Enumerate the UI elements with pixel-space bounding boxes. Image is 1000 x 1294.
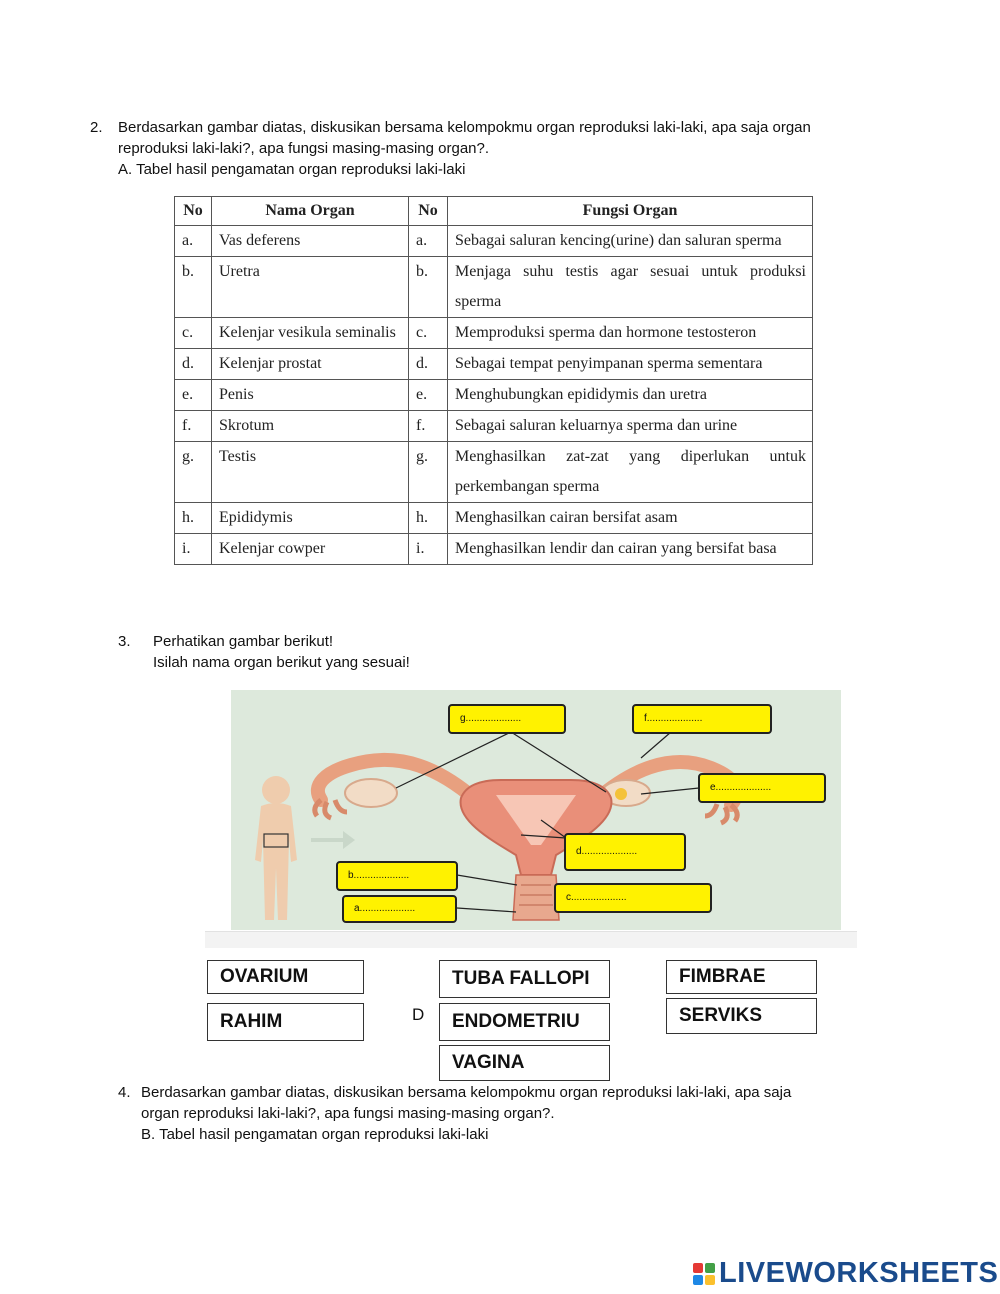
row-letter: b. (175, 257, 212, 318)
observation-table (174, 196, 813, 565)
row-letter: d. (175, 349, 212, 380)
row-letter: c. (175, 318, 212, 349)
female-reproductive-diagram (231, 690, 841, 930)
row-letter: a. (409, 226, 448, 257)
question-2-line-1: Berdasarkan gambar diatas, diskusikan bersama kelompokmu organ reproduksi laki-laki, apa saja organ (118, 119, 811, 136)
caption-strip (205, 931, 857, 948)
table-row (175, 503, 813, 534)
organ-function: Menghasilkan zat-zat yang diperlukan untuk perkembangan sperma (448, 442, 813, 503)
row-letter: e. (409, 380, 448, 411)
answer-serviks[interactable]: SERVIKS (666, 998, 817, 1034)
organ-function: Sebagai tempat penyimpanan sperma sementara (448, 349, 813, 380)
organ-function: Menghubungkan epididymis dan uretra (448, 380, 813, 411)
question-4-line-2: organ reproduksi laki-laki?, apa fungsi masing-masing organ?. (141, 1105, 555, 1122)
row-letter: f. (175, 411, 212, 442)
answer-ovarium[interactable]: OVARIUM (207, 960, 364, 994)
question-4-number: 4. (118, 1084, 131, 1101)
organ-function: Menghasilkan lendir dan cairan yang bersifat basa (448, 534, 813, 565)
arrow-icon (311, 831, 355, 849)
liveworksheets-logo (693, 1257, 998, 1290)
label-box-f[interactable] (632, 704, 772, 734)
organ-function: Sebagai saluran keluarnya sperma dan urine (448, 411, 813, 442)
row-letter: c. (409, 318, 448, 349)
row-letter: g. (175, 442, 212, 503)
answer-tuba-fallopi[interactable]: TUBA FALLOPI (439, 960, 610, 998)
organ-name: Epididymis (212, 503, 409, 534)
organ-name: Uretra (212, 257, 409, 318)
header-no-2: No (409, 197, 448, 226)
row-letter: i. (409, 534, 448, 565)
organ-function: Menjaga suhu testis agar sesuai untuk produksi sperma (448, 257, 813, 318)
organ-name: Kelenjar prostat (212, 349, 409, 380)
question-2-line-3: A. Tabel hasil pengamatan organ reproduksi laki-laki (118, 161, 466, 178)
question-4 (118, 1082, 918, 1145)
table-row (175, 442, 813, 503)
question-2 (90, 117, 910, 180)
label-box-b[interactable] (336, 861, 458, 891)
row-letter: i. (175, 534, 212, 565)
table-row (175, 257, 813, 318)
answer-endometriu[interactable]: ENDOMETRIU (439, 1003, 610, 1041)
label-f-text: f.................... (644, 713, 703, 724)
organ-function: Memproduksi sperma dan hormone testosteron (448, 318, 813, 349)
label-box-e[interactable] (698, 773, 826, 803)
human-silhouette-icon (255, 776, 297, 920)
label-box-c[interactable] (554, 883, 712, 913)
question-4-line-1: Berdasarkan gambar diatas, diskusikan bersama kelompokmu organ reproduksi laki-laki, apa saja (141, 1084, 792, 1101)
answer-vagina[interactable]: VAGINA (439, 1045, 610, 1081)
row-letter: h. (175, 503, 212, 534)
organ-name: Vas deferens (212, 226, 409, 257)
label-box-d[interactable] (564, 833, 686, 871)
table-row (175, 349, 813, 380)
label-c-text: c.................... (566, 892, 627, 903)
question-3-number: 3. (118, 633, 131, 650)
row-letter: d. (409, 349, 448, 380)
organ-function: Sebagai saluran kencing(urine) dan saluran sperma (448, 226, 813, 257)
header-fungsi-organ: Fungsi Organ (448, 197, 813, 226)
row-letter: h. (409, 503, 448, 534)
logo-text: LIVEWORKSHEETS (719, 1257, 999, 1289)
question-2-number: 2. (90, 119, 103, 136)
organ-name: Kelenjar cowper (212, 534, 409, 565)
organ-function: Menghasilkan cairan bersifat asam (448, 503, 813, 534)
table-row (175, 318, 813, 349)
organ-name: Kelenjar vesikula seminalis (212, 318, 409, 349)
question-3 (118, 631, 818, 673)
label-box-a[interactable] (342, 895, 457, 923)
question-3-line-2: Isilah nama organ berikut yang sesuai! (153, 654, 410, 671)
logo-grid-icon (693, 1263, 715, 1285)
label-a-text: a.................... (354, 903, 416, 914)
label-b-text: b.................... (348, 870, 410, 881)
table-row (175, 380, 813, 411)
organ-name: Penis (212, 380, 409, 411)
row-letter: g. (409, 442, 448, 503)
table-row (175, 534, 813, 565)
label-d-text: d.................... (576, 846, 638, 857)
stray-letter: D (412, 1005, 425, 1024)
table-header-row (175, 197, 813, 226)
row-letter: f. (409, 411, 448, 442)
question-2-line-2: reproduksi laki-laki?, apa fungsi masing-masing organ?. (118, 140, 490, 157)
question-3-line-1: Perhatikan gambar berikut! (153, 633, 334, 650)
header-no-1: No (175, 197, 212, 226)
row-letter: a. (175, 226, 212, 257)
answer-rahim[interactable]: RAHIM (207, 1003, 364, 1041)
label-box-g[interactable] (448, 704, 566, 734)
label-g-text: g.................... (460, 713, 522, 724)
row-letter: b. (409, 257, 448, 318)
table-row (175, 411, 813, 442)
question-4-line-3: B. Tabel hasil pengamatan organ reproduksi laki-laki (141, 1126, 489, 1143)
answer-fimbrae[interactable]: FIMBRAE (666, 960, 817, 994)
row-letter: e. (175, 380, 212, 411)
organ-name: Testis (212, 442, 409, 503)
header-nama-organ: Nama Organ (212, 197, 409, 226)
label-e-text: e.................... (710, 782, 772, 793)
table-row (175, 226, 813, 257)
organ-name: Skrotum (212, 411, 409, 442)
